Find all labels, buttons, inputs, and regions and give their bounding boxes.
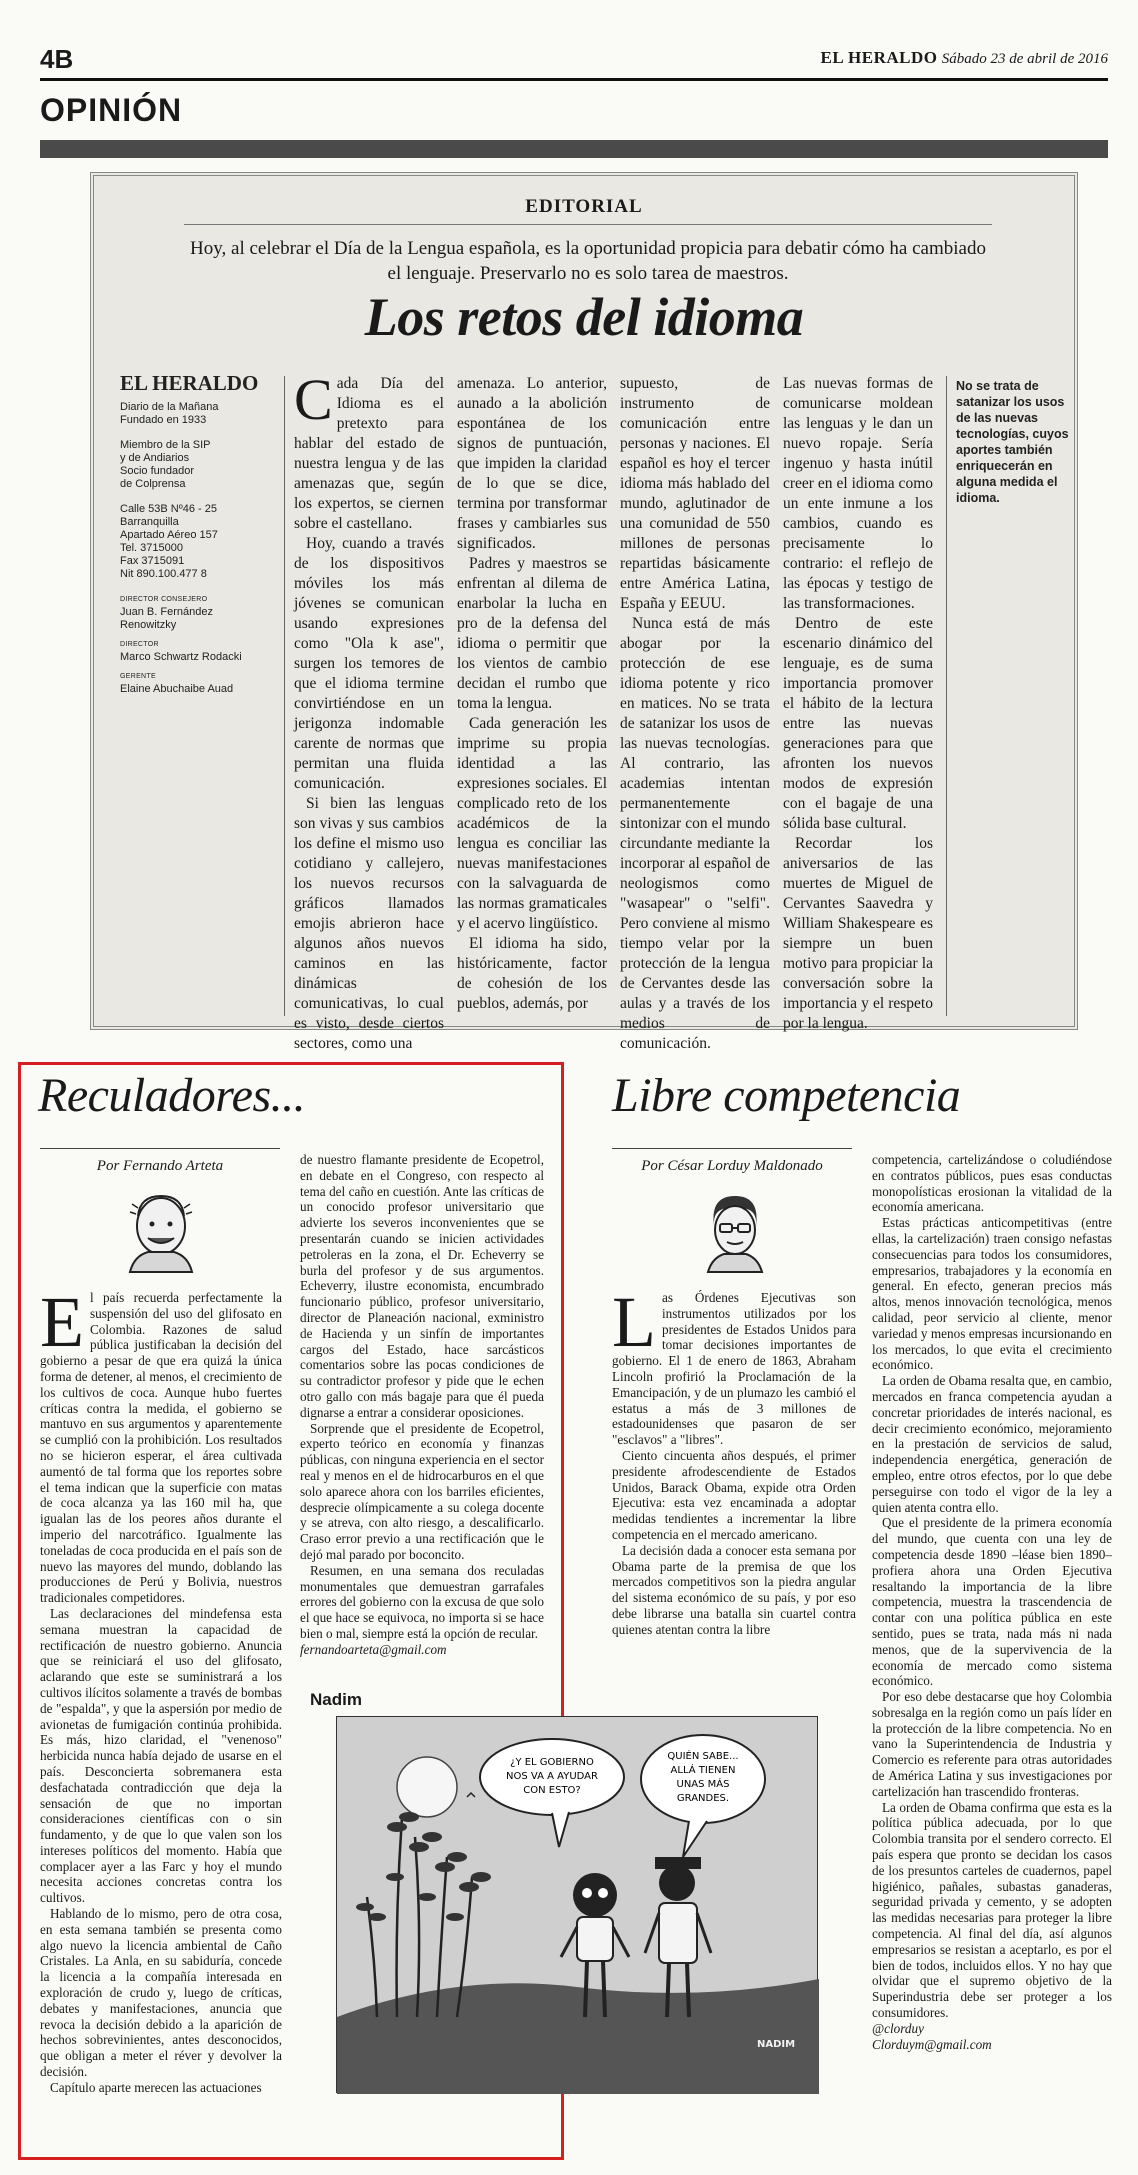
paragraph: Ciento cincuenta años después, el primer presidente afrodescendiente de Estados Unidos, Barack Obama, expide otra Orden Ejecutiva: esta vez encaminada a adoptar medidas tendientes a incrementar la libre competencia en el mercado americano. [612,1447,856,1542]
paragraph: Las nuevas formas de comunicarse moldean las lenguas y le dan un nuevo ropaje. Sería ingenuo y hasta inútil creer en el idioma como un ente inmune a los cambios, cuando es precisamente lo contrario: el reflejo de las épocas y testigo de las transformaciones. [783,375,933,612]
editorial-pullquote: No se trata de satanizar los usos de las nuevas tecnologías, cuyos aportes también enriquecerán en alguna medida el idioma. [956,379,1069,505]
section-title: OPINIÓN [40,92,183,128]
info-line: Apartado Aéreo 157 [120,529,218,541]
speech-line: NOS VA A AYUDAR [506,1771,598,1782]
newspaper-name: EL HERALDO [820,48,938,67]
staff-role: DIRECTOR CONSEJERO [120,596,208,603]
editorial-box [90,172,1078,1052]
speech-line: ALLÁ TIENEN [670,1765,736,1776]
paragraph: Que el presidente de la primera economía del mundo, que cuenta con una ley de competencia desde 1890 –léase bien 1890– profiera ahora una Orden Ejecutiva resaltando la importancia de la libre competencia, muestra la trascendencia de contar con una política pública en este sentido, pues se trata, nada más ni nada menos, que de la supervivencia de la economía de mercado como sistema económico. [872,1515,1112,1689]
paragraph: Capítulo aparte merecen las actuaciones [50,2079,262,2095]
paragraph: El idioma ha sido, históricamente, factor de cohesión de los pueblos, además, por [457,935,607,1012]
header-rule [40,78,1108,81]
paragraph: Si bien las lenguas son vivas y sus cambios los define el mismo uso cotidiano y callejero, los nuevos recursos gráficos llamados emojis abrieron hace algunos años nuevos caminos en las dinámicas comunicativas, lo cual es visto, desde ciertos sectores, como una [294,795,444,1052]
info-line: Diario de la Mañana [120,401,219,413]
drop-cap: L [612,1282,656,1362]
masthead-membership [120,439,270,491]
sun-icon [397,1757,457,1817]
editorial-cartoon [336,1716,818,2093]
drop-cap: E [40,1282,84,1362]
page-header [40,44,1108,78]
cartoon-signature: NADIM [757,2039,796,2050]
masthead [821,48,1108,68]
staff-role: DIRECTOR [120,641,159,648]
editorial-columns [294,367,934,1052]
speech-line: ¿Y EL GOBIERNO [510,1757,594,1768]
editorial-masthead-info [120,371,270,700]
paragraph: Hablando de lo mismo, pero de otra cosa, en esta semana también se presenta como algo nuevo la licencia ambiental de Caño Cristales. La Anla, en su sabiduría, concede la licencia a la compañía interesada en exploración de crudo y, luego de críticas, debates y manifestaciones, anuncia que revoca la decisión debido a la aparición de hechos sobrevinientes, antes desconocidos, que obligan a meter el réver y devolver la decisión. [40,1906,282,2080]
editorial-label-rule [184,224,992,225]
paragraph: competencia, cartelizándose o coludiéndose en contratos públicos, pues esas conductas monopolísticas erosionan la vitalidad de la economía americana. [872,1152,1112,1215]
info-line: Barranquilla [120,516,179,528]
article-right-column-2 [872,1152,1112,2152]
column-rule [946,376,947,1016]
paragraph: La orden de Obama confirma que esta es la política pública adecuada, por lo que Colombia transita por el sendero correcto. El país espera que pronto se decidan los casos de los presuntos carteles de cuadernos, papel higiénico, pañales, subastas ganaderas, seguridad privada y cemento, y se adopten las medidas necesarias para proteger la libre competencia. Al final del día, así algunos empresarios se resistan a aceptarlo, es por el bien de todos, incluidos ellos. Y no hay que olvidar que el supremo objetivo de la Superindustria debe ser proteger a los consumidores. [872,1799,1112,2021]
staff-name: Juan B. Fernández Renowitzky [120,606,213,631]
speech-line: QUIÉN SABE... [667,1751,739,1762]
staff-name: Marco Schwartz Rodacki [120,651,242,663]
editorial-column-2 [457,374,607,1014]
paragraph: Cada generación les imprime su propia identidad a las expresiones sociales. El complicado reto de los académicos de la lengua es conciliar las nuevas manifestaciones con la salvaguarda de las normas gramaticales y el acervo lingüístico. [457,715,607,932]
editorial-column-4 [783,374,933,1032]
paragraph: Estas prácticas anticompetitivas (entre ellas, la cartelización) traen consigo nefastas consecuencias para todos los consumidores, empresarios, trabajadores y la economía en general. En efecto, generan precios más altos, menos innovación tecnológica, menos calidad, peor servicio al cliente, menor variedad y menos empresas incursionando en los mercados, lo que evita el crecimiento económico. [872,1215,1112,1373]
paragraph: Por eso debe destacarse que hoy Colombia sobresalga en la región como un país líder en la protección de la libre competencia. No en vano la Superintendencia de Industria y Comercio es referente para otras autoridades de América Latina y sus investigaciones por cartelización han trascendido fronteras. [872,1689,1112,1799]
paragraph: supuesto, de instrumento de comunicación entre personas y naciones. El español es hoy el tercer idioma más hablado del mundo, aglutinador de una comunidad de 550 millones de personas repartidas básicamente entre América Latina, España y EEUU. [620,375,770,612]
info-line: de Colprensa [120,478,186,490]
editorial-label: EDITORIAL [525,196,643,217]
byline-arteta: Por Fernando Arteta [96,1158,224,1174]
byline-rule [40,1148,280,1149]
speech-line: CON ESTO? [523,1785,581,1796]
paragraph: Nunca está de más abogar por la protección de ese idioma potente y rico en matices. No se trata de satanizar los usos de las nuevas tecnologías. Al contrario, las academias intentan permanentemente sintonizar con el mundo circundante mediante la incorporar al español de neologismos como "wasapear" o "selfi". Pero conviene al mismo tiempo velar por la protección de la lengua de Cervantes desde las aulas y a través de los medios de comunicación. [620,615,770,1052]
info-line: Fundado en 1933 [120,414,207,426]
speech-line: UNAS MÁS [676,1779,730,1790]
byline-rule [612,1148,852,1149]
info-line: Miembro de la SIP [120,439,211,451]
paragraph: Padres y maestros se enfrentan al dilema de enarbolar la lucha en pro de la defensa del idioma o permitir que los vientos de cambio decidan el rumbo que toma la lengua. [457,555,607,712]
cartoon-label: Nadim [310,1690,362,1709]
masthead-address [120,503,270,581]
byline-lorduy: Por César Lorduy Maldonado [641,1158,823,1174]
article-title-reculadores: Reculadores... [38,1069,306,1122]
masthead-about [120,401,270,427]
article-left-column-2 [300,1152,544,1664]
section-bar [40,140,1108,158]
info-line: Calle 53B Nº46 - 25 [120,503,217,515]
page-number: 4B [40,44,74,74]
author-handle[interactable]: @clorduy [872,2020,924,2036]
editorial-title: Los retos del idioma [364,287,804,347]
paragraph: l país recuerda perfectamente la suspensión del uso del glifosato en Colombia. Razones de salud pública justificaban la decisión del gobierno a pesar de que era quizá la única forma de detener, al menos, el crecimiento de los cultivos de coca. Aunque hubo fuertes críticas contra la medida, el gobierno se mantuvo en sus argumentos y aparentemente se cumplió con la prohibición. Los resultados no se hicieron esperar, el área cultivada aumentó de tal forma que los reportes sobre el tema indican que la superficie con matas de coca alcanza ya las 160 mil ha, que igualan las de los peores años durante el imperio del narcotráfico. Igualmente las toneladas de coca producida en el país son de nuevo las mayores del mundo, doblando las producciones de Perú y Bolivia, nuestros tradicionales competidores. [40,1290,282,1606]
paragraph: Resumen, en una semana dos reculadas monumentales que demuestran garrafales errores del gobierno con la excusa de que solo el que hace se equivoca, no importa si se hace bien o mal, siempre está la opción de recular. [300,1562,544,1641]
author-portrait-arteta [118,1186,204,1272]
article-right-column-1 [612,1282,856,1670]
editorial-subtitle: Hoy, al celebrar el Día de la Lengua española, es la oportunidad propicia para debatir cómo ha cambiado el lenguaje. Preservarlo no es solo tarea de maestros. [190,238,986,284]
paragraph: ada Día del Idioma es el pretexto para hablar del estado de nuestra lengua y de las amenazas que, según los expertos, se ciernen sobre el castellano. [294,375,444,532]
staff-name: Elaine Abuchaibe Auad [120,683,234,695]
info-line: Socio fundador [120,465,194,477]
speech-line: GRANDES. [676,1793,730,1804]
paragraph: La orden de Obama resalta que, en cambio, mercados en franca competencia ayudan a concretar prioridades de interés nacional, es decir crecimiento económico, mejoramiento en la prestación de servicios de salud, independencia energética, generación de empleo, entre otros efectos, por lo que debe perseguirse con todo el vigor de la ley a quien atenta contra ello. [872,1373,1112,1515]
paragraph: Recordar los aniversarios de las muertes de Miguel de Cervantes Saavedra y William Shakespeare es siempre un buen motivo para propiciar la conversación sobre la importancia y el respeto por la lengua. [783,835,933,1032]
ground [337,1979,819,2094]
info-line: Nit 890.100.477 8 [120,568,207,580]
author-email[interactable]: Clorduym@gmail.com [872,2036,992,2052]
paragraph: Hoy, cuando a través de los dispositivos móviles los más jóvenes se comunican usando expresiones como "Ola k ase", surgen los temores de que el idioma termine convirtiéndose en un jerigonza indomable carente de normas que permitan una fluida comunicación. [294,535,444,792]
paragraph: amenaza. Lo anterior, aunado a la abolición espontánea de los signos de puntuación, que impiden la claridad de lo que se dice, termina por transformar frases y cambiarles sus significados. [457,375,607,552]
masthead-brand: EL HERALDO [120,371,259,395]
column-rule [284,376,285,1016]
article-title-libre-competencia: Libre competencia [612,1069,961,1122]
paragraph: as Órdenes Ejecutivas son instrumentos utilizados por los presidentes de Estados Unidos para tomar decisiones importantes de gobierno. El 1 de enero de 1863, Abraham Lincoln profirió la Proclamación de la Emancipación, y de un plumazo les cambió el estatus a más de 3 millones de estadounidenses que pasaron de ser "esclavos" a "libres". [612,1290,856,1448]
info-line: Fax 3715091 [120,555,185,567]
info-line: y de Andiarios [120,452,190,464]
info-line: Tel. 3715000 [120,542,183,554]
author-portrait-lorduy [692,1186,778,1272]
cartoon-drawing [337,1717,819,2094]
staff-role: GERENTE [120,673,156,680]
paragraph: Dentro de este escenario dinámico del lenguaje, es de suma importancia promover el hábito de la lectura entre las nuevas generaciones para que afronten los nuevos modos de expresión con el bagaje de una sólida base cultural. [783,615,933,832]
editorial-column-3 [620,374,770,1052]
paragraph: Sorprende que el presidente de Ecopetrol, experto teórico en economía y finanzas públicas, con ninguna experiencia en el sector real y menos en el de hidrocarburos en el que solo aparece ahora con los barriles eficientes, desprecie olímpicamente a su colega docente y se atreva, con alto riesgo, a descalificarlo. Craso error previo a una rectificación que le dejó mal parado por boconcito. [300,1420,544,1562]
editorial-column-1 [294,367,444,1052]
paragraph: de nuestro flamante presidente de Ecopetrol, en debate en el Congreso, con respecto al tema del caño en cuestión. Ante las críticas de un conocido profesor universitario que advierte los severos inconvenientes que se presentarán cuando se inicien actividades petroleras en la zona, el Dr. Echeverry se burla del profesor y de sus argumentos. Echeverry, ilustre economista, encumbrado funcionario público, profesor universitario, director de Planeación nacional, exministro de Hacienda y un sinfín de importantes cargos del Estado, hace sarcásticos comentarios sobre las pocas condiciones de su contradictor profesor y pide que le echen otro gallo con más bagaje para que él pueda dignarse a entrar a considerar oposiciones. [300,1152,544,1420]
drop-cap: C [294,367,333,432]
article-left-column-1 [40,1282,282,2152]
issue-date: Sábado 23 de abril de 2016 [941,51,1108,67]
paragraph: Las declaraciones del mindefensa esta semana muestran la capacidad de rectificación de nuestro gobierno. Anuncia que se reiniciará el uso del glifosato, aclarando que este se suministrará a los cultivos ilícitos solamente a través de bombas de "espalda", y que la aspersión por medio de avionetas de fumigación continúa prohibida. Es más, hizo claridad, el "venenoso" herbicida nunca había dejado de usarse en el país. Desconcierta sobremanera esta desfachatada contradicción que deja la sensación de que no importan consideraciones científicas con o sin fundamento, y de que lo que valen son los intereses políticos del momento. Había que complacer ayer a las Farc y hoy el mundo necesita acciones concretas contra los cultivos. [40,1605,282,1906]
author-email[interactable]: fernandoarteta@gmail.com [300,1641,447,1657]
paragraph: La decisión dada a conocer esta semana por Obama parte de la premisa de que los mercados competitivos son la piedra angular del sistema económico de su país, y por eso debe librarse una batalla sin cuartel contra quienes atentan contra la libre [612,1542,856,1637]
